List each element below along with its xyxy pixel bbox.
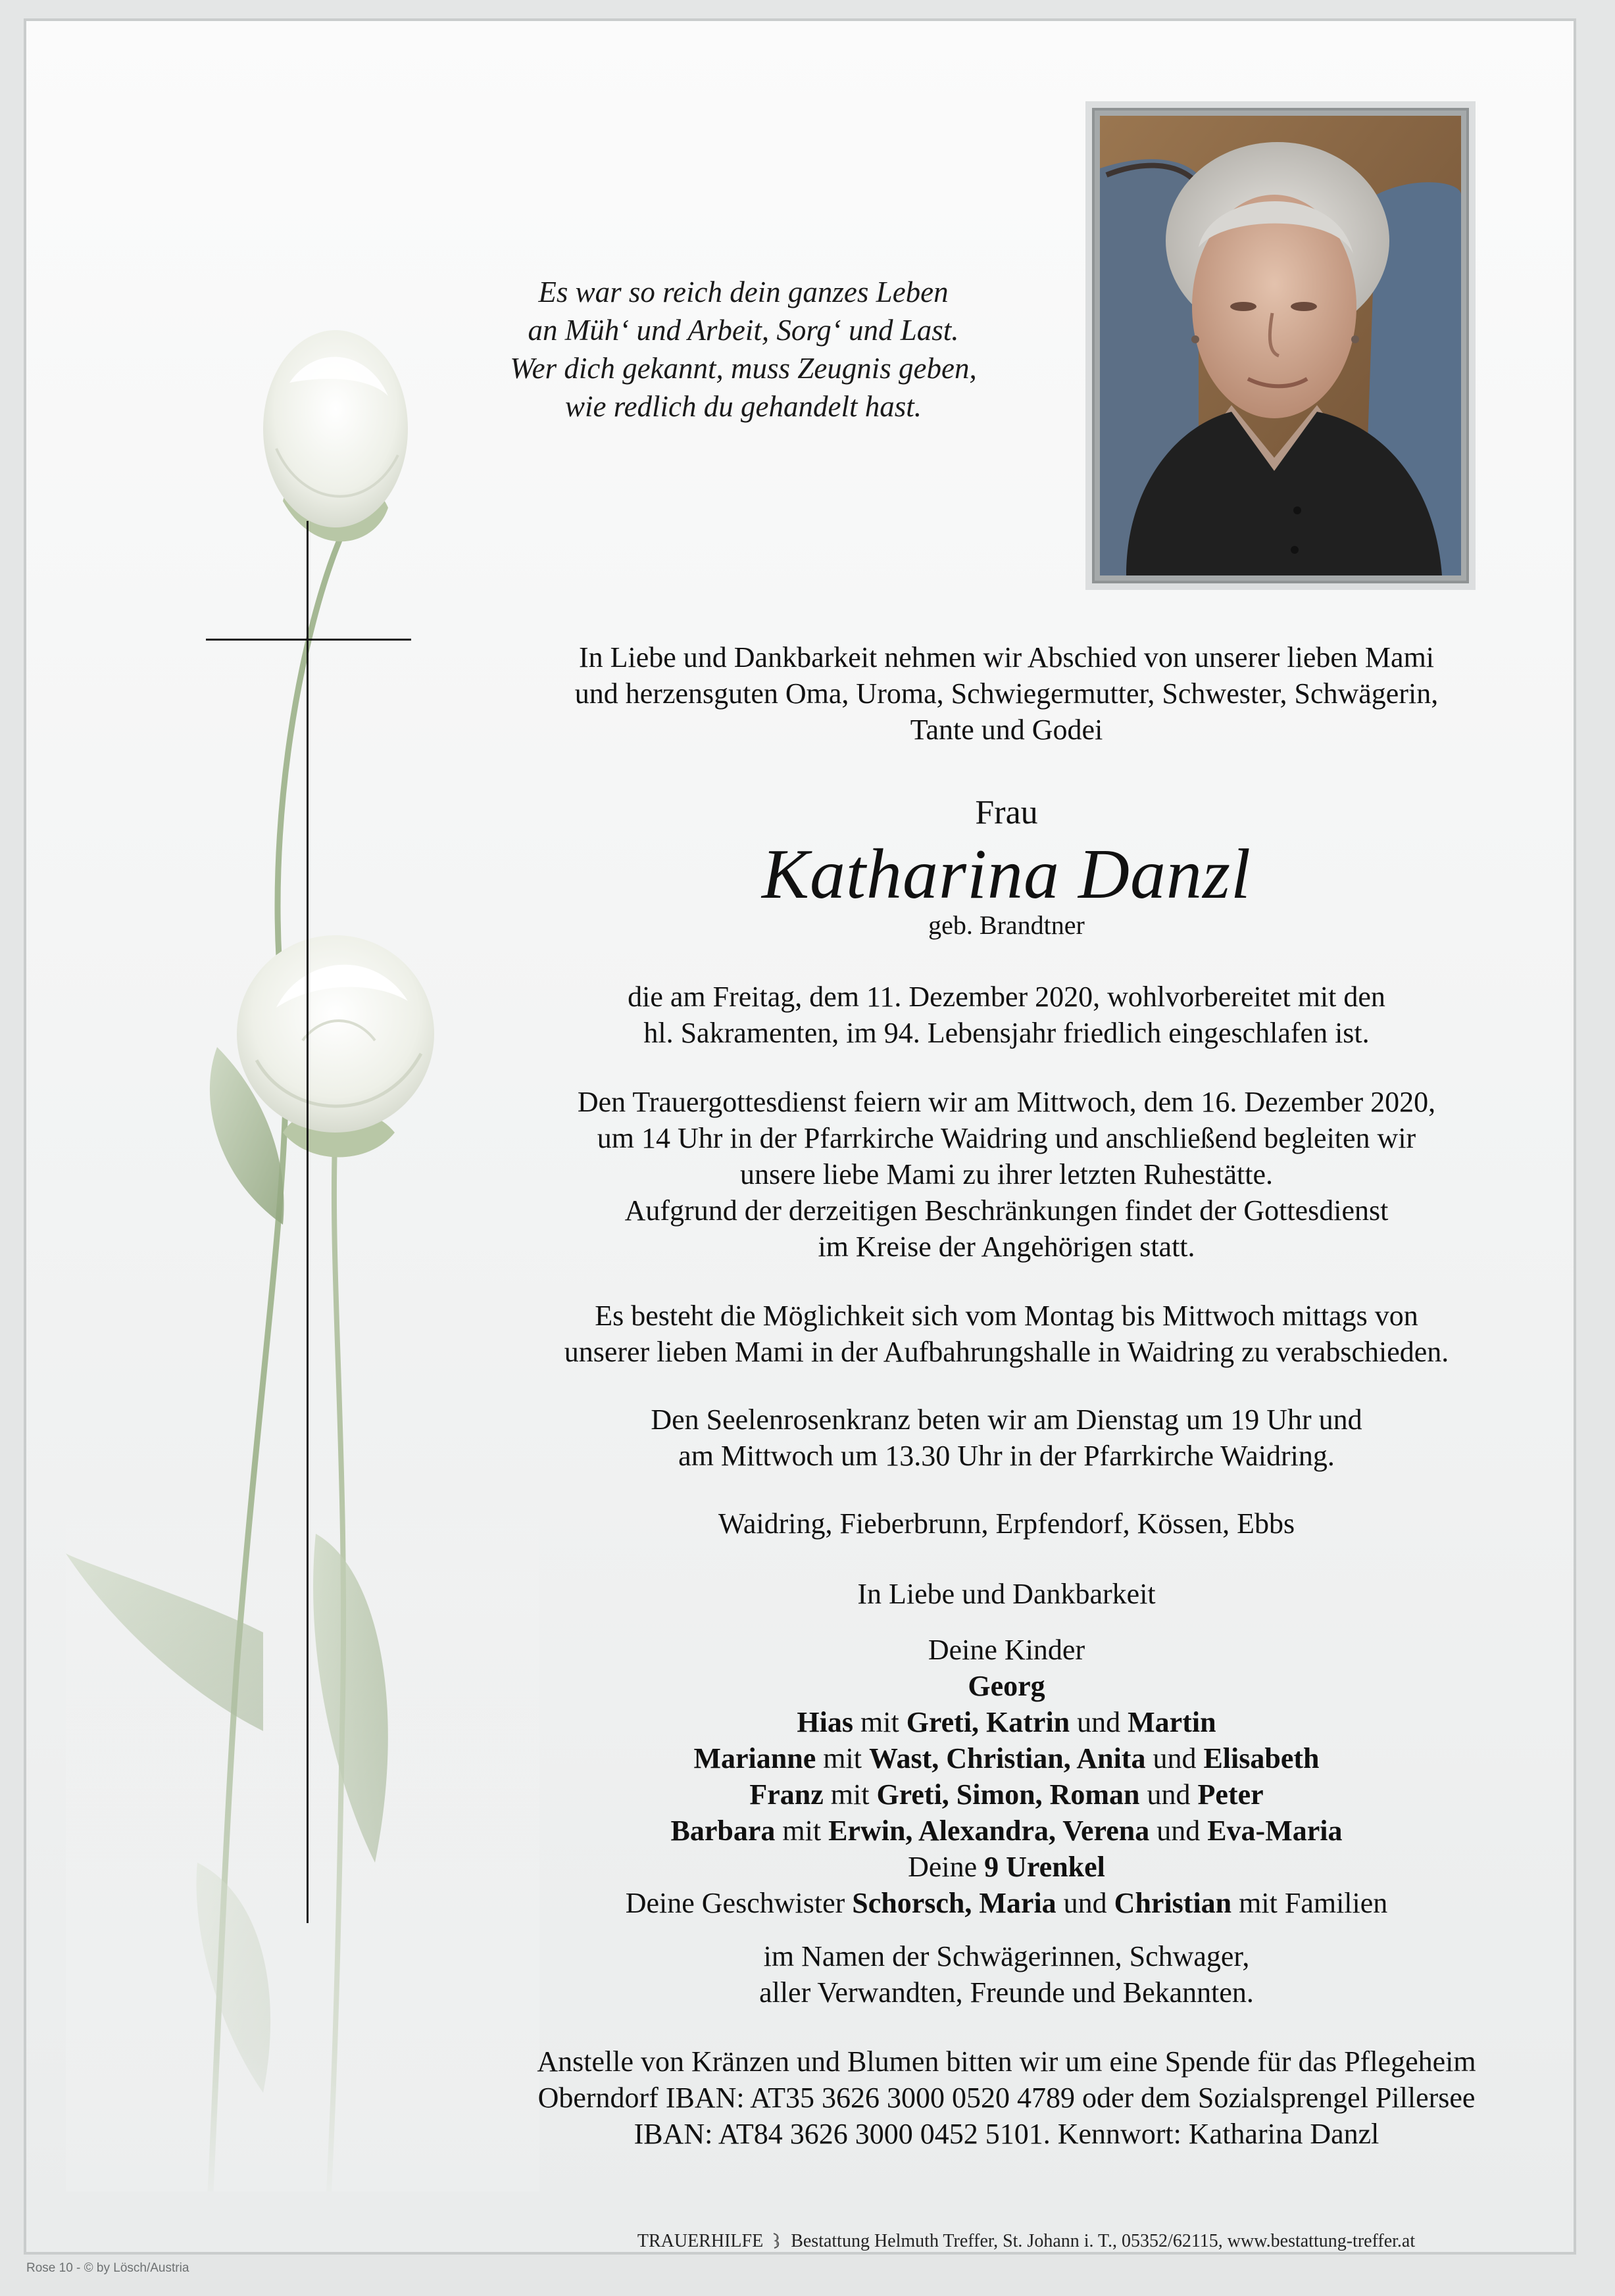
rosary-line: Den Seelenrosenkranz beten wir am Dienstag um 19 Uhr und [651, 1404, 1362, 1436]
viewing-line: unserer lieben Mami in der Aufbahrungshalle in Waidring zu verabschieden. [564, 1336, 1449, 1368]
family-name: Greti, Simon, Roman [876, 1778, 1140, 1811]
family-name: 9 Urenkel [984, 1851, 1105, 1883]
design-copyright: Rose 10 - © by Lösch/Austria [26, 2261, 189, 2275]
connector: Deine [908, 1851, 985, 1883]
family-line-barbara [480, 1813, 1533, 1849]
children-heading: Deine Kinder [928, 1634, 1085, 1666]
connector: mit [775, 1815, 829, 1847]
viewing-line: Es besteht die Möglichkeit sich vom Montag bis Mittwoch mittags von [595, 1300, 1418, 1332]
poem-line: an Müh‘ und Arbeit, Sorg‘ und Last. [528, 314, 959, 347]
poem-line: wie redlich du gehandelt hast. [565, 390, 922, 423]
rosary-info [480, 1402, 1533, 1474]
connector: mit [816, 1742, 869, 1774]
connector: und [1139, 1778, 1198, 1811]
family-name: Martin [1128, 1706, 1216, 1738]
rosary-line: am Mittwoch um 13.30 Uhr in der Pfarrkirche Waidring. [678, 1440, 1335, 1472]
family-name: Christian [1114, 1887, 1232, 1919]
funeral-home-footer [592, 2230, 1460, 2253]
donation-line: Anstelle von Kränzen und Blumen bitten wir um eine Spende für das Pflegeheim [537, 2045, 1476, 2078]
connector: mit [1231, 1887, 1285, 1919]
connector: mit [823, 1778, 877, 1811]
funeral-home-details: Bestattung Helmuth Treffer, St. Johann i. T., 05352/62115, www.bestattung-treffer.at [791, 2231, 1416, 2251]
family-line-franz [480, 1776, 1533, 1813]
connector: Deine Geschwister [625, 1887, 853, 1919]
family-name: Erwin, Alexandra, Verena [828, 1815, 1150, 1847]
places: Waidring, Fieberbrunn, Erpfendorf, Kössen, Ebbs [718, 1507, 1295, 1540]
family-line-marianne [480, 1740, 1533, 1776]
family-name: Georg [968, 1670, 1045, 1702]
death-notice [480, 979, 1533, 1051]
connector: und [1145, 1742, 1204, 1774]
death-notice-line: hl. Sakramenten, im 94. Lebensjahr friedlich eingeschlafen ist. [643, 1017, 1370, 1049]
white-roses-illustration [66, 284, 539, 2191]
trauerhilfe-label: TRAUERHILFE [637, 2231, 764, 2251]
donation-line: Oberndorf IBAN: AT35 3626 3000 0520 4789 oder dem Sozialsprengel Pillersee [537, 2082, 1476, 2114]
viewing-info [480, 1298, 1533, 1370]
service-line: Den Trauergottesdienst feiern wir am Mittwoch, dem 16. Dezember 2020, [577, 1086, 1436, 1118]
birth-name: geb. Brandtner [928, 910, 1085, 940]
family-name: Wast, Christian, Anita [868, 1742, 1146, 1774]
family-name: Peter [1197, 1778, 1264, 1811]
obituary-card [24, 18, 1576, 2255]
intro-line: Tante und Godei [910, 714, 1103, 746]
on-behalf-line: im Namen der Schwägerinnen, Schwager, [763, 1940, 1250, 1972]
donation-line: IBAN: AT84 3626 3000 0452 5101. Kennwort: Katharina Danzl [634, 2118, 1379, 2150]
service-line: unsere liebe Mami zu ihrer letzten Ruhestätte. [739, 1158, 1274, 1190]
family-line-siblings [480, 1885, 1533, 1921]
family-name: Barbara [670, 1815, 776, 1847]
connector: und [1149, 1815, 1208, 1847]
closing-phrase: In Liebe und Dankbarkeit [857, 1578, 1156, 1610]
service-line: um 14 Uhr in der Pfarrkirche Waidring und anschließend begleiten wir [597, 1122, 1416, 1154]
on-behalf [480, 1938, 1533, 2011]
memorial-poem [474, 273, 1013, 426]
connector: und [1056, 1887, 1114, 1919]
family-name: Marianne [693, 1742, 816, 1774]
portrait-image [1100, 116, 1461, 575]
family-name: Eva-Maria [1207, 1815, 1343, 1847]
family-list [480, 1632, 1533, 1921]
connector: und [1070, 1706, 1128, 1738]
poem-line: Es war so reich dein ganzes Leben [538, 276, 949, 308]
on-behalf-line: aller Verwandten, Freunde und Bekannten. [759, 1976, 1254, 2009]
connector: Familien [1284, 1887, 1388, 1919]
cross-horizontal-bar [206, 639, 411, 641]
obituary-text [480, 639, 1533, 2152]
poem-line: Wer dich gekannt, muss Zeugnis geben, [510, 352, 977, 385]
family-name: Schorsch, Maria [852, 1887, 1056, 1919]
intro-line: In Liebe und Dankbarkeit nehmen wir Abschied von unserer lieben Mami [578, 641, 1435, 673]
family-line-georg [480, 1668, 1533, 1704]
service-line: im Kreise der Angehörigen statt. [818, 1231, 1195, 1263]
portrait-photo [1085, 101, 1476, 590]
family-name: Elisabeth [1203, 1742, 1320, 1774]
deceased-name: Katharina Danzl [761, 835, 1252, 914]
intro-paragraph [480, 639, 1533, 748]
service-line: Aufgrund der derzeitigen Beschränkungen findet der Gottesdienst [624, 1194, 1389, 1227]
family-line-great-grandchildren [480, 1849, 1533, 1885]
connector: mit [853, 1706, 907, 1738]
intro-line: und herzensguten Oma, Uroma, Schwiegermutter, Schwester, Schwägerin, [574, 677, 1439, 710]
funeral-service [480, 1084, 1533, 1265]
family-name: Greti, Katrin [906, 1706, 1070, 1738]
donation-request [480, 2043, 1533, 2152]
cross-vertical-bar [307, 521, 309, 1923]
funeral-home-logo-icon [772, 2232, 782, 2249]
family-name: Franz [749, 1778, 824, 1811]
family-line-hias [480, 1704, 1533, 1740]
salutation: Frau [975, 794, 1038, 831]
death-notice-line: die am Freitag, dem 11. Dezember 2020, wohlvorbereitet mit den [628, 981, 1385, 1013]
family-name: Hias [797, 1706, 853, 1738]
